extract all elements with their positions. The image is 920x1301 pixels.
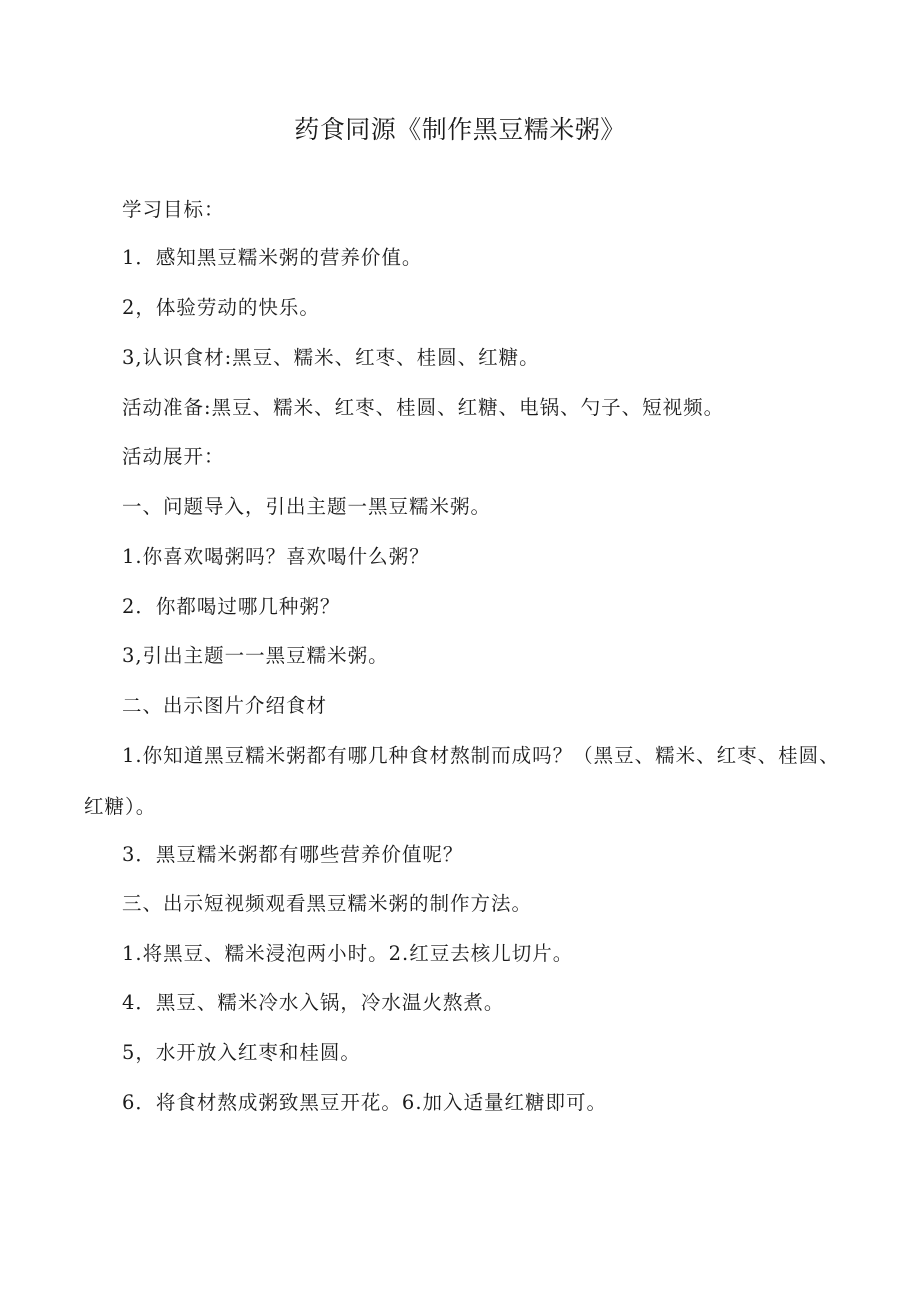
text-line: 1．感知黑豆糯米粥的营养价值。 bbox=[122, 246, 423, 269]
text-line: 活动展开： bbox=[122, 445, 225, 468]
text-line: 2．你都喝过哪几种粥？ bbox=[122, 595, 341, 618]
text-line: 1.将黑豆、糯米浸泡两小时。2.红豆去核儿切片。 bbox=[122, 942, 574, 965]
text-line: 三、出示短视频观看黑豆糯米粥的制作方法。 bbox=[122, 892, 533, 915]
text-line: 2，体验劳动的快乐。 bbox=[122, 296, 320, 319]
text-line: 学习目标： bbox=[122, 198, 225, 221]
text-line: 二、出示图片介绍食材 bbox=[122, 694, 328, 717]
document-title: 药食同源《制作黑豆糯米粥》 bbox=[294, 115, 626, 144]
text-line: 3,认识食材:黑豆、糯米、红枣、桂圆、红糖。 bbox=[122, 346, 540, 369]
text-line: 3．黑豆糯米粥都有哪些营养价值呢？ bbox=[122, 843, 464, 866]
text-paragraph: 1.你知道黑豆糯米粥都有哪几种食材熬制而成吗？（黑豆、糯米、红枣、桂圆、红糖）。 bbox=[84, 744, 840, 818]
text-line: 1.你喜欢喝粥吗？喜欢喝什么粥？ bbox=[122, 545, 430, 568]
text-line: 一、问题导入，引出主题一黑豆糯米粥。 bbox=[122, 495, 492, 518]
text-line: 活动准备:黑豆、糯米、红枣、桂圆、红糖、电锅、勺子、短视频。 bbox=[122, 396, 725, 419]
text-line: 4．黑豆、糯米冷水入锅，冷水温火熬煮。 bbox=[122, 991, 505, 1014]
text-line: 6．将食材熬成粥致黑豆开花。6.加入适量红糖即可。 bbox=[122, 1091, 608, 1114]
text-line: 3,引出主题一一黑豆糯米粥。 bbox=[122, 644, 389, 667]
text-line: 5，水开放入红枣和桂圆。 bbox=[122, 1041, 361, 1064]
